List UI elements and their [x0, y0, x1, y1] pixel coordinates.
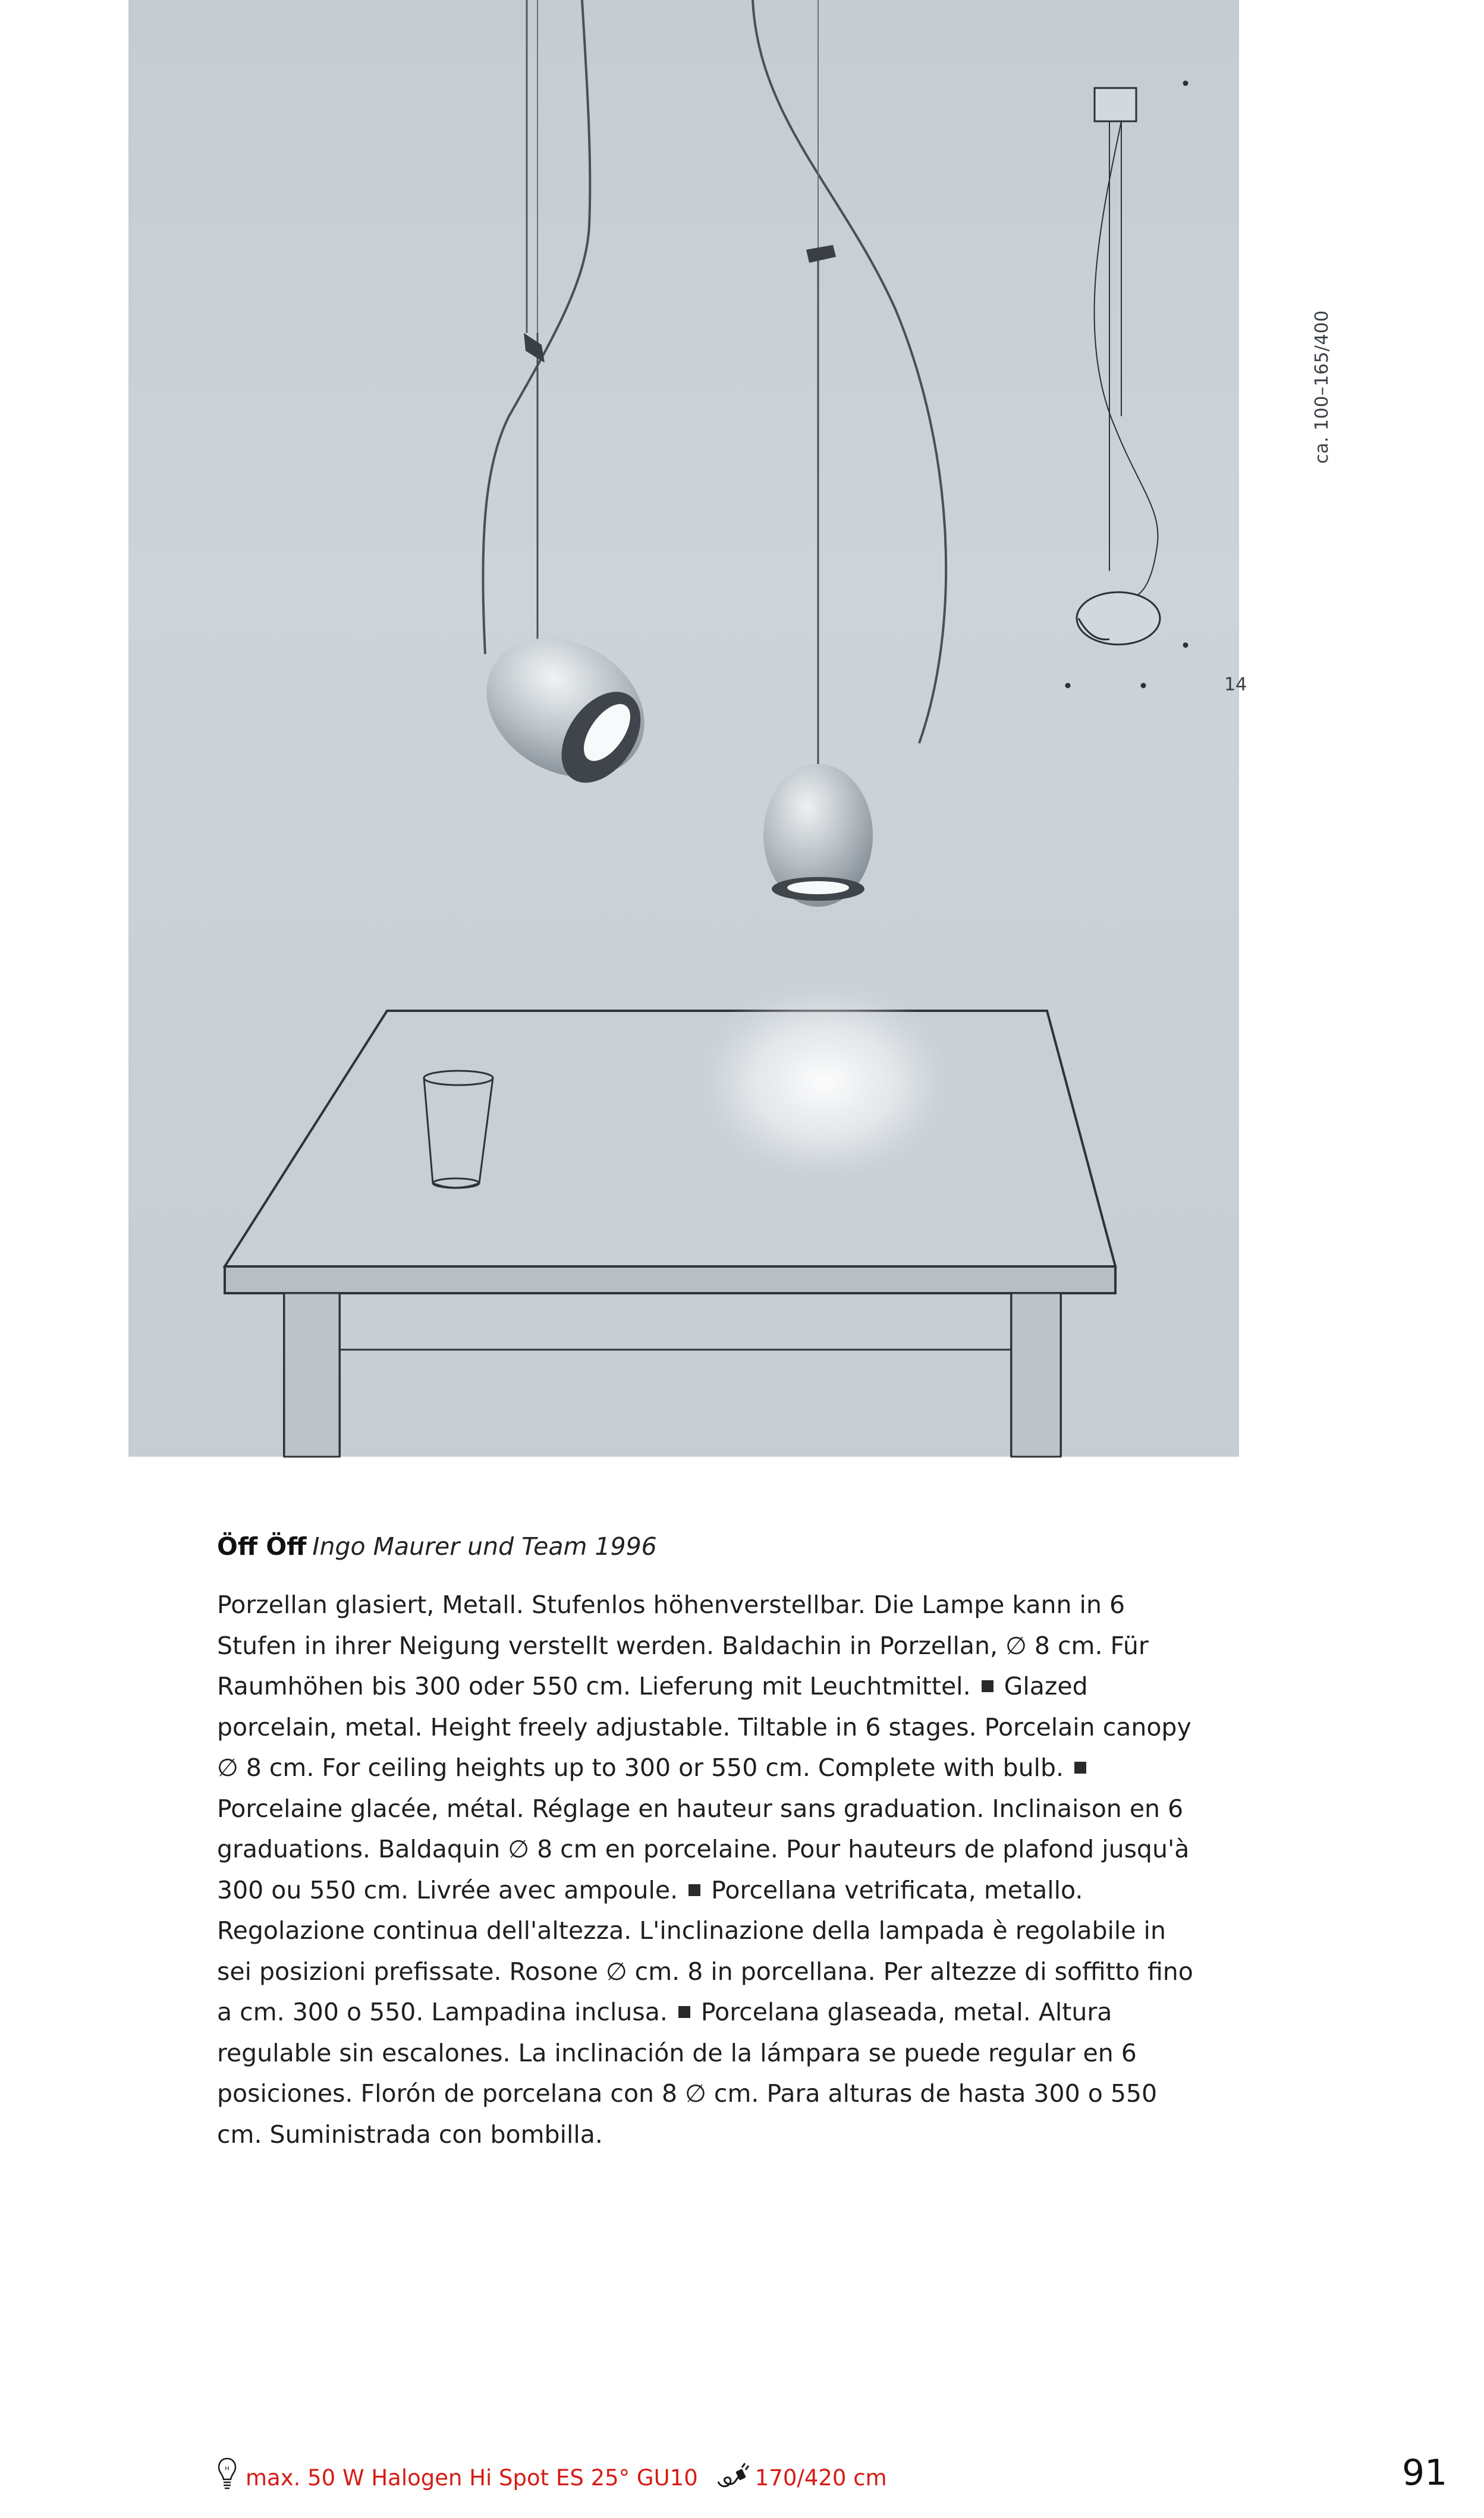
- separator-square-icon: [1074, 1762, 1086, 1774]
- product-photo: [128, 0, 1332, 1457]
- product-designer: Ingo Maurer und Team 1996: [312, 1532, 657, 1561]
- page-number: 91: [1402, 2452, 1448, 2494]
- cable-plug-icon: [716, 2462, 749, 2494]
- photo-illustration: [128, 0, 1239, 1457]
- description-spanish: Porcelana glaseada, metal. Altura regulable sin escalones. La inclinación de la lámpara se puede regular en 6 posiciones. Florón de porcelana con 8 ∅ cm. Para alturas de hasta 300 o 550 cm. Suministrada con bombilla.: [217, 1998, 1158, 2149]
- product-description: [217, 1585, 1204, 2155]
- bulb-spec: max. 50 W Halogen Hi Spot ES 25° GU10: [246, 2464, 698, 2491]
- description-italian: Porcellana vetrificata, metallo. Regolazione continua dell'altezza. L'inclinazione della lampada è regolabile in sei posizioni prefissate. Rosone ∅ cm. 8 in porcellana. Per altezze di soffitto fino a cm. 300 o 550. Lampadina inclusa.: [217, 1875, 1193, 2026]
- diagram-dimension-label: ca. 100–165/400: [1312, 310, 1332, 464]
- separator-square-icon: [688, 1884, 700, 1896]
- description-german: Porzellan glasiert, Metall. Stufenlos höhenverstellbar. Die Lampe kann in 6 Stufen in ihrer Neigung verstellt werden. Baldachin in Porzellan, ∅ 8 cm. Für Raumhöhen bis 300 oder 550 cm. Lieferung mit Leuchtmittel.: [217, 1590, 1149, 1700]
- product-title: [217, 1532, 657, 1561]
- description-english: Glazed porcelain, metal. Height freely adjustable. Tiltable in 6 stages. Porcelain canopy ∅ 8 cm. For ceiling heights up to 300 or 550 cm. Complete with bulb.: [217, 1672, 1191, 1782]
- dimension-diagram: [1065, 81, 1188, 688]
- table-sketch: [225, 1011, 1115, 1457]
- lamp-left: [461, 0, 669, 805]
- cable-length: 170/420 cm: [754, 2464, 887, 2491]
- separator-square-icon: [982, 1680, 993, 1692]
- description-french: Porcelaine glacée, métal. Réglage en hauteur sans graduation. Inclinaison en 6 graduations. Baldaquin ∅ 8 cm en porcelaine. Pour hauteurs de plafond jusqu'à 300 ou 550 cm. Livrée avec ampoule.: [217, 1794, 1190, 1904]
- diagram-number: 14: [1224, 674, 1247, 695]
- separator-square-icon: [678, 2006, 690, 2018]
- svg-text:H: H: [225, 2465, 229, 2472]
- bulb-icon: [217, 2457, 237, 2499]
- lamp-right: [753, 0, 946, 907]
- spec-line: [217, 2459, 887, 2497]
- product-name: Öff Öff: [217, 1532, 307, 1561]
